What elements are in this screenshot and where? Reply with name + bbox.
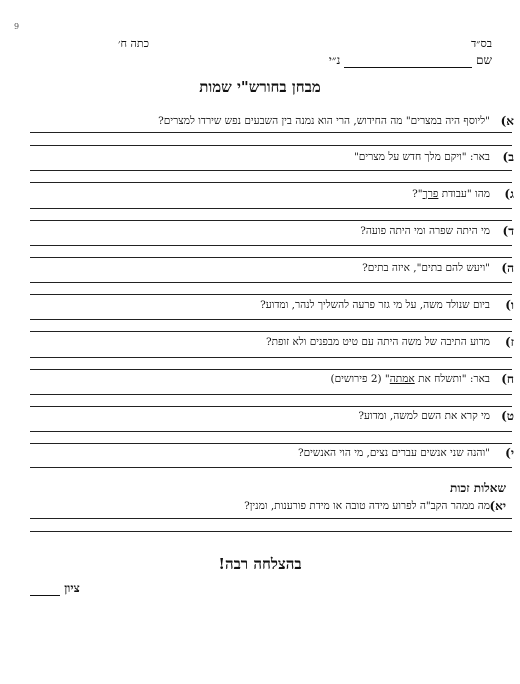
- answer-line[interactable]: [30, 294, 512, 295]
- answer-line[interactable]: [30, 467, 512, 468]
- question-letter: י): [505, 446, 514, 460]
- header-grade: כתה ח׳: [118, 37, 149, 50]
- answer-line[interactable]: [30, 357, 512, 358]
- question-text: "והנה שני אנשים עברים נצים, מי הוי האנשים?: [297, 447, 490, 459]
- text-part: באר: "ותשלח את: [414, 373, 490, 385]
- question-c: [0, 187, 520, 203]
- answer-line[interactable]: [30, 182, 512, 183]
- question-letter: ג): [504, 187, 514, 201]
- answer-line[interactable]: [30, 394, 512, 395]
- ny-label: נ״י: [328, 53, 341, 67]
- page-number: 9: [14, 22, 20, 31]
- question-d: [0, 224, 520, 240]
- question-letter: ח): [501, 372, 514, 386]
- question-text: ביום שנולד משה, על מי גזר פרעה להשליך לנהר, ומדוע?: [260, 299, 490, 311]
- question-letter: ט): [501, 409, 514, 423]
- question-text: באר: "ויקם מלך חדש על מצרים": [353, 151, 490, 163]
- question-text: מי היתה שפרה ומי היתה פועה?: [360, 225, 490, 237]
- name-label: שם: [476, 53, 492, 67]
- question-bonus: [0, 499, 520, 515]
- header-bsd: בס״ד: [470, 37, 492, 50]
- question-j: [0, 446, 520, 462]
- question-text: "ויעש להם בתים", איזה בתים?: [362, 262, 490, 274]
- question-g: [0, 335, 520, 351]
- question-text: מה ממהר הקב"ה לפרוע מידה טובה או מידת פורענות, ומנין?: [244, 500, 490, 512]
- question-letter: ז): [504, 335, 514, 349]
- question-h: [0, 372, 520, 388]
- question-f: [0, 298, 520, 314]
- question-text: מדוע התיבה של משה היתה עם טיט מבפנים ולא זופת?: [265, 336, 490, 348]
- underlined-word: פרך: [422, 188, 439, 200]
- question-text: [412, 188, 490, 200]
- answer-line[interactable]: [30, 406, 512, 407]
- text-part: "?: [412, 188, 423, 200]
- question-i: [0, 409, 520, 425]
- name-row: [329, 53, 492, 68]
- answer-line[interactable]: [30, 145, 512, 146]
- question-letter: א): [500, 114, 514, 128]
- answer-line[interactable]: [30, 518, 512, 519]
- bonus-heading: שאלות זכות: [450, 481, 506, 495]
- question-letter: ו): [505, 298, 514, 312]
- question-b: [0, 150, 520, 166]
- question-text: מי קרא את השם למשה, ומדוע?: [358, 410, 490, 422]
- answer-line[interactable]: [30, 331, 512, 332]
- answer-line[interactable]: [30, 319, 512, 320]
- text-part: " (2 פירושים): [330, 373, 390, 385]
- question-text: [331, 373, 490, 385]
- grade-blank[interactable]: [30, 583, 60, 596]
- answer-line[interactable]: [30, 170, 512, 171]
- answer-line[interactable]: [30, 431, 512, 432]
- question-a: [0, 114, 520, 130]
- answer-line[interactable]: [30, 208, 512, 209]
- answer-line[interactable]: [30, 531, 512, 532]
- question-letter: ב): [502, 150, 514, 164]
- question-letter: ד): [502, 224, 514, 238]
- question-letter: יא): [489, 499, 506, 513]
- answer-line[interactable]: [30, 245, 512, 246]
- grade-label: ציון: [64, 581, 80, 595]
- text-part: מהו "עבודת: [438, 188, 490, 200]
- exam-title: מבחן בחורש"י שמות: [199, 78, 321, 96]
- answer-line[interactable]: [30, 257, 512, 258]
- answer-line[interactable]: [30, 220, 512, 221]
- underlined-word: אמתה: [389, 373, 415, 385]
- answer-line[interactable]: [30, 443, 512, 444]
- grade-field: [30, 581, 80, 596]
- answer-line[interactable]: [30, 369, 512, 370]
- closing-message: בהצלחה רבה!: [218, 555, 302, 573]
- answer-line[interactable]: [30, 132, 512, 133]
- name-blank[interactable]: [344, 55, 472, 68]
- question-letter: ה): [501, 261, 514, 275]
- question-e: [0, 261, 520, 277]
- question-text: "ליוסף היה במצרים" מה החידוש, הרי הוא נמנה בין השבעים נפש שירדו למצרים?: [158, 115, 490, 127]
- answer-line[interactable]: [30, 282, 512, 283]
